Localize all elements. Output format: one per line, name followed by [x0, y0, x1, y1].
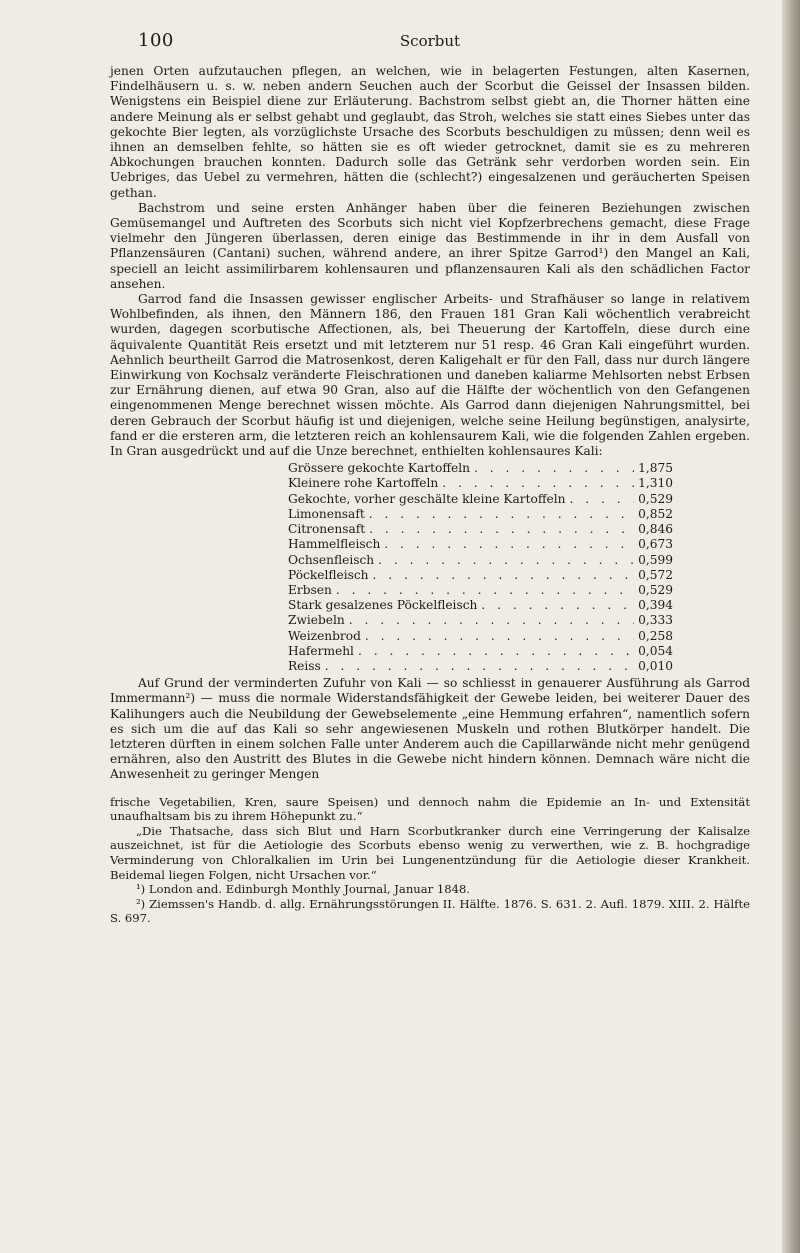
table-row — [288, 492, 673, 507]
table-row — [288, 613, 673, 628]
table-row — [288, 583, 673, 598]
food-name: Erbsen — [288, 582, 332, 597]
table-row — [288, 598, 673, 613]
food-name: Grössere gekochte Kartoffeln — [288, 461, 470, 476]
potash-value: 0,054 — [638, 643, 673, 658]
leader-dots — [365, 629, 634, 644]
table-row — [288, 629, 673, 644]
table-row — [288, 522, 673, 537]
paragraph-1: jenen Orten aufzutauchen pflegen, an welchen, wie in belagerten Festungen, alten Kasernen, Findelhäusern u. s. w. neben andern Seuchen auch der Scorbut die Geissel der Insassen bilden. Wenigstens ein Beispiel diene zur Erläuterung. Bachstrom selbst giebt an, die Thorner hätten eine andere Meinung als er selbst gehabt und geglaubt, das Stroh, welches sie statt eines Siebes unter das gekochte Bier legten, als vorzüglichste Ursache des Scorbuts beschuldigen zu müssen; denn weil es ihnen an demselben fehlte, so hätten sie es oft wieder getrocknet, damit sie es zu mehreren Abkochungen brauchen konnten. Dadurch solle das Getränk sehr verdorben worden sein. Ein Uebriges, das Uebel zu vermehren, hätten die (schlecht?) eingesalzenen und geräucherten Speisen gethan. — [110, 64, 750, 200]
potash-value: 1,310 — [638, 476, 673, 491]
table-row — [288, 476, 673, 491]
potash-value: 0,529 — [638, 582, 673, 597]
leader-dots — [336, 583, 634, 598]
potash-value: 0,572 — [638, 567, 673, 582]
leader-dots — [325, 659, 634, 674]
table-row — [288, 659, 673, 674]
running-head — [110, 30, 750, 64]
potash-value: 0,846 — [638, 522, 673, 537]
leader-dots — [358, 644, 634, 659]
leader-dots — [369, 507, 634, 522]
footnote-2: ²) Ziemssen's Handb. d. allg. Ernährungsstörungen II. Hälfte. 1876. S. 631. 2. Aufl. 1879. XIII. 2. Hälfte S. 697. — [110, 896, 750, 926]
potash-value: 0,852 — [638, 506, 673, 521]
food-name: Reiss — [288, 658, 321, 673]
footnote-continuation: frische Vegetabilien, Kren, saure Speisen) und dennoch nahm die Epidemie an In- und Extensität unaufhaltsam bis zu ihrem Höhepunkt zu.“ — [110, 794, 750, 824]
potash-value: 0,394 — [638, 598, 673, 613]
potash-value: 0,333 — [638, 613, 673, 628]
footnote-quote: „Die Thatsache, dass sich Blut und Harn Scorbutkranker durch eine Verringerung der Kalisalze auszeichnet, ist für die Aetiologie des Scorbuts ebenso wenig zu verwerthen, wie z. B. hochgradige Verminderung von Chloralkalien im Urin bei Lungenentzündung für die Aetiologie dieser Krankheit. Beidemal liegen Folgen, nicht Ursachen vor.“ — [110, 823, 750, 882]
table-row — [288, 537, 673, 552]
leader-dots — [349, 613, 634, 628]
food-name: Weizenbrod — [288, 628, 361, 643]
food-name: Hafermehl — [288, 643, 354, 658]
leader-dots — [442, 476, 634, 491]
footnotes — [110, 795, 750, 926]
leader-dots — [570, 492, 635, 507]
running-title: Scorbut — [399, 32, 461, 50]
food-name: Zwiebeln — [288, 613, 345, 628]
leader-dots — [378, 553, 634, 568]
leader-dots — [369, 522, 634, 537]
potash-content-table — [288, 461, 673, 674]
food-name: Stark gesalzenes Pöckelfleisch — [288, 598, 478, 613]
food-name: Ochsenfleisch — [288, 552, 375, 567]
table-row — [288, 461, 673, 476]
food-name: Pöckelfleisch — [288, 567, 369, 582]
table-row — [288, 568, 673, 583]
potash-value: 0,258 — [638, 628, 673, 643]
page-number: 100 — [138, 30, 174, 51]
leader-dots — [481, 598, 634, 613]
potash-value: 0,010 — [638, 658, 673, 673]
footnote-1: ¹) London and. Edinburgh Monthly Journal, Januar 1848. — [136, 882, 471, 897]
potash-value: 0,529 — [638, 491, 673, 506]
table-row — [288, 553, 673, 568]
leader-dots — [474, 461, 634, 476]
leader-dots — [384, 537, 634, 552]
leader-dots — [373, 568, 635, 583]
food-name: Hammelfleisch — [288, 537, 381, 552]
table-row — [288, 507, 673, 522]
paragraph-3: Garrod fand die Insassen gewisser englischer Arbeits- und Strafhäuser so lange in relativem Wohlbefinden, als ihnen, den Männern 186, den Frauen 181 Gran Kali wöchentlich verabreicht wurden, dagegen scorbutische Affectionen, als, bei Theuerung der Kartoffeln, diese durch eine äquivalente Quantität Reis ersetzt und mit letzterem nur 51 resp. 46 Gran Kali eingeführt wurden. Aehnlich beurtheilt Garrod die Matrosenkost, deren Kaligehalt er für den Fall, dass nur durch längere Einwirkung von Kochsalz veränderte Fleischrationen und daneben kaliarme Mehlsorten nebst Erbsen zur Ernährung dienen, auf etwa 90 Gran, also auf die Hälfte der wöchentlich von den Gefangenen eingenommenen Menge berechnet wissen möchte. Als Garrod dann diejenigen Nahrungsmittel, bei deren Gebrauch der Scorbut häufig ist und diejenigen, welche seine Heilung begünstigen, analysirte, fand er die ersteren arm, die letzteren reich an kohlensaurem Kali, wie die folgenden Zahlen ergeben. In Gran ausgedrückt und auf die Unze berechnet, enthielten kohlensaures Kali: — [110, 292, 750, 459]
potash-value: 0,599 — [638, 552, 673, 567]
food-name: Citronensaft — [288, 522, 366, 537]
food-name: Limonensaft — [288, 506, 365, 521]
paragraph-2: Bachstrom und seine ersten Anhänger haben über die feineren Beziehungen zwischen Gemüsemangel und Auftreten des Scorbuts sich nicht viel Kopfzerbrechens gemacht, diese Frage vielmehr den Jüngeren überlassen, deren einige das Bestimmende in ihr in dem Ausfall von Pflanzensäuren (Cantani) suchen, während andere, an ihrer Spitze Garrod¹) den Mangel an Kali, speciell an leicht assimilirbarem kohlensauren und pflanzensauren Kali als den schädlichen Factor ansehen. — [110, 200, 750, 291]
book-page — [110, 30, 750, 926]
potash-value: 0,673 — [638, 537, 673, 552]
table-row — [288, 644, 673, 659]
food-name: Gekochte, vorher geschälte kleine Kartoffeln — [288, 491, 566, 506]
potash-value: 1,875 — [638, 461, 673, 476]
page-edge-shadow — [782, 0, 800, 1253]
food-name: Kleinere rohe Kartoffeln — [288, 476, 439, 491]
paragraph-4: Auf Grund der verminderten Zufuhr von Kali — so schliesst in genauerer Ausführung als Garrod Immermann²) — muss die normale Widerstandsfähigkeit der Gewebe leiden, bei weiterer Dauer des Kalihungers auch die Neubildung der Gewebselemente „eine Hemmung erfahren“, namentlich sofern es sich um die auf das Kali so sehr angewiesenen Muskeln und rothen Blutkörper handelt. Die letzteren dürften in einem solchen Falle unter Anderem auch die Capillarwände nicht mehr genügend ernähren, also den Austritt des Blutes in die Gewebe nicht hindern können. Demnach wäre nicht die Anwesenheit zu geringer Mengen — [110, 676, 750, 782]
